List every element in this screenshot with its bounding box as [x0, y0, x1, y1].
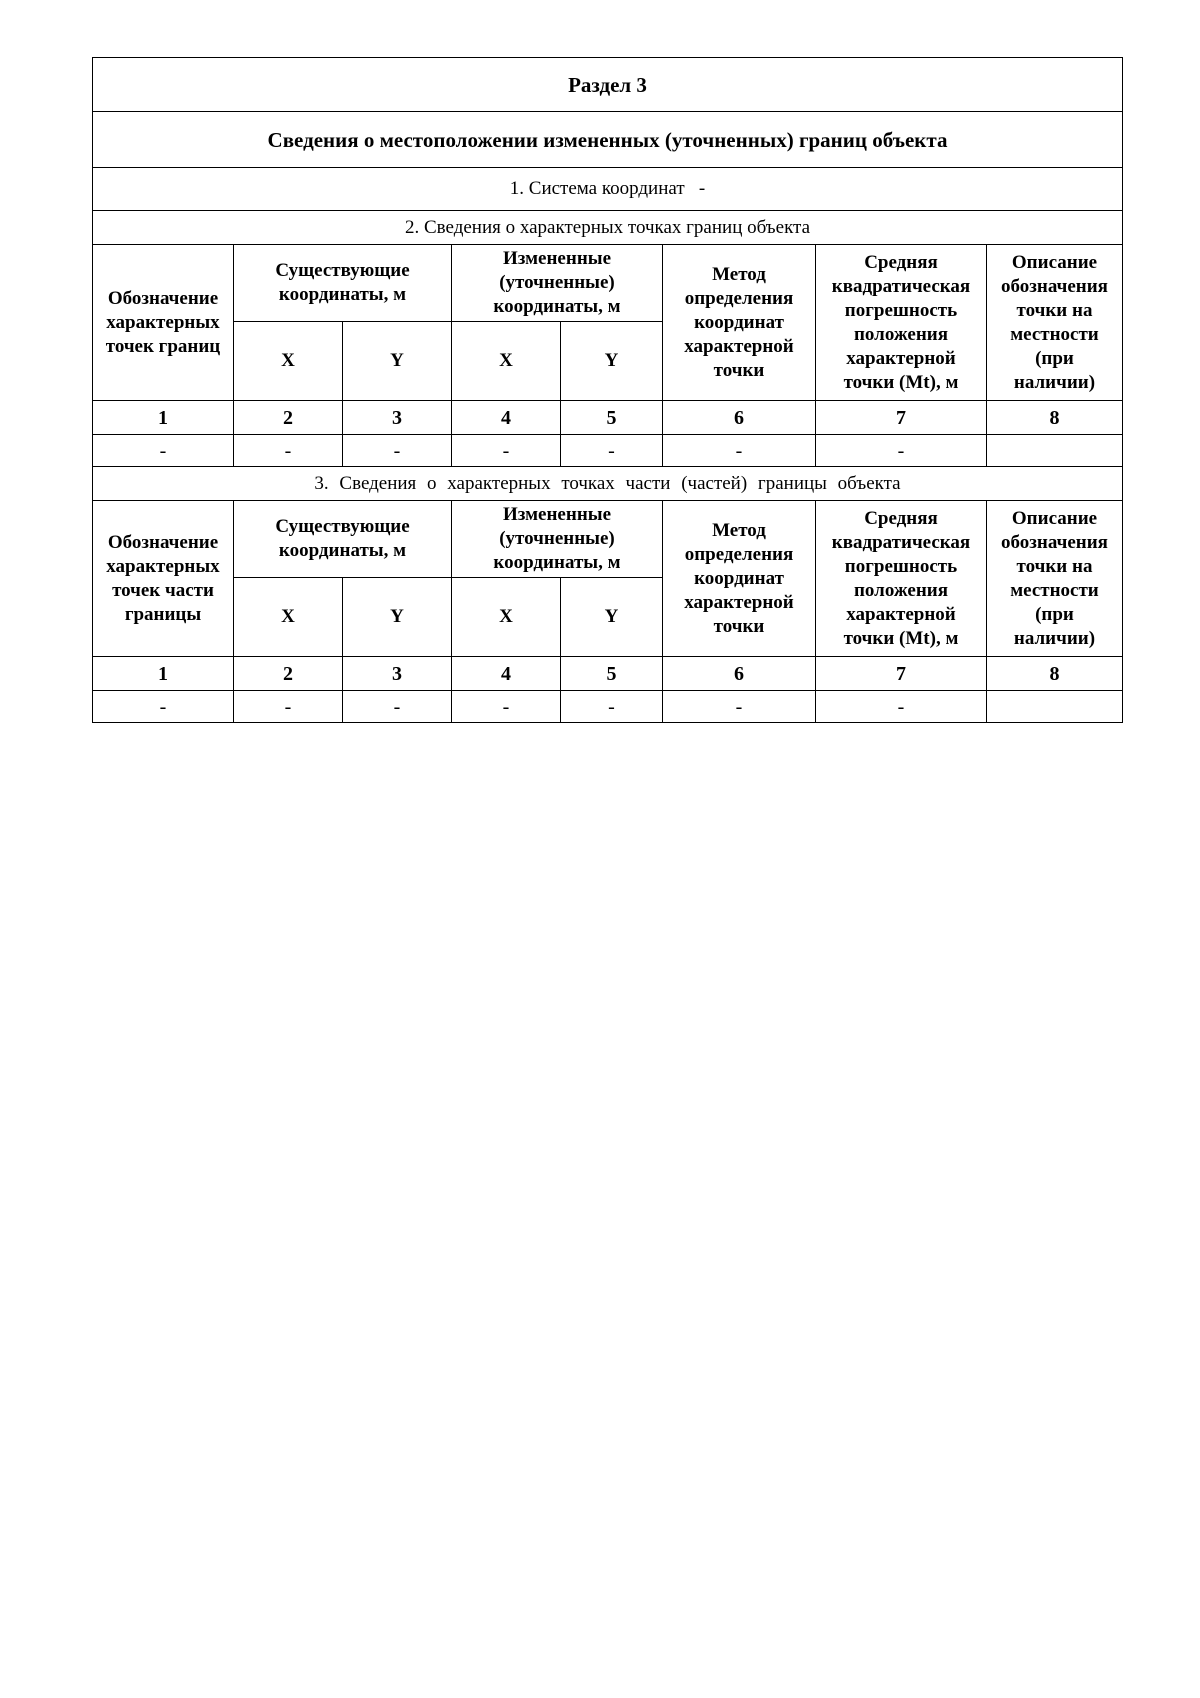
table1-col-number: 5	[561, 401, 663, 435]
table2-cell: -	[93, 691, 234, 723]
table2-col-number: 8	[987, 657, 1123, 691]
table2-col-number: 4	[452, 657, 561, 691]
coordinate-system-row	[93, 168, 1123, 211]
table1-number-row	[93, 401, 1123, 435]
table2-header-y-changed: Y	[561, 578, 663, 657]
table2-caption: 3. Сведения о характерных точках части (частей) границы объекта	[93, 467, 1123, 501]
table1-header-error: Средняя квадратическая погрешность положения характерной точки (Mt), м	[816, 245, 987, 401]
table2-header-error: Средняя квадратическая погрешность положения характерной точки (Mt), м	[816, 501, 987, 657]
table2-col-number: 6	[663, 657, 816, 691]
table-row	[93, 435, 1123, 467]
table1-col-number: 7	[816, 401, 987, 435]
boundary-table	[92, 57, 1123, 723]
table2-header-existing: Существующие координаты, м	[234, 501, 452, 578]
table1-col-number: 4	[452, 401, 561, 435]
table2-col-number: 3	[343, 657, 452, 691]
table2-number-row	[93, 657, 1123, 691]
table1-header-x-changed: X	[452, 322, 561, 401]
table2-col-number: 1	[93, 657, 234, 691]
table2-header-x-changed: X	[452, 578, 561, 657]
table2-cell: -	[343, 691, 452, 723]
table1-header-y-existing: Y	[343, 322, 452, 401]
table2-header-description: Описание обозначения точки на местности (при наличии)	[987, 501, 1123, 657]
table1-header-designation: Обозначение характерных точек границ	[93, 245, 234, 401]
table1-header-existing: Существующие координаты, м	[234, 245, 452, 322]
table2-header-x-existing: X	[234, 578, 343, 657]
table1-header-method: Метод определения координат характерной точки	[663, 245, 816, 401]
table2-header-designation: Обозначение характерных точек части границы	[93, 501, 234, 657]
table2-col-number: 5	[561, 657, 663, 691]
table-row	[93, 691, 1123, 723]
section-subtitle: Сведения о местоположении измененных (уточненных) границ объекта	[93, 112, 1123, 168]
table1-cell: -	[234, 435, 343, 467]
table1-header-changed: Измененные (уточненные) координаты, м	[452, 245, 663, 322]
table1-col-number: 3	[343, 401, 452, 435]
table1-col-number: 6	[663, 401, 816, 435]
table2-cell: -	[561, 691, 663, 723]
table2-col-number: 7	[816, 657, 987, 691]
section-title: Раздел 3	[93, 58, 1123, 112]
table2-cell: -	[234, 691, 343, 723]
table1-col-number: 2	[234, 401, 343, 435]
table2-cell	[987, 691, 1123, 723]
table2-header-changed: Измененные (уточненные) координаты, м	[452, 501, 663, 578]
table1-cell: -	[343, 435, 452, 467]
table1-col-number: 1	[93, 401, 234, 435]
table1-caption: 2. Сведения о характерных точках границ объекта	[93, 211, 1123, 245]
table2-cell: -	[816, 691, 987, 723]
table1-col-number: 8	[987, 401, 1123, 435]
table2-col-number: 2	[234, 657, 343, 691]
table2-cell: -	[663, 691, 816, 723]
coordinate-system-value: -	[698, 178, 706, 199]
table2-header-y-existing: Y	[343, 578, 452, 657]
coordinate-system-label: 1. Система координат	[509, 178, 685, 199]
table1-cell: -	[663, 435, 816, 467]
table1-cell: -	[452, 435, 561, 467]
table2-cell: -	[452, 691, 561, 723]
table1-cell: -	[93, 435, 234, 467]
document-page	[92, 57, 1122, 723]
table1-cell: -	[816, 435, 987, 467]
table1-cell: -	[561, 435, 663, 467]
table1-cell	[987, 435, 1123, 467]
table1-header-description: Описание обозначения точки на местности (при наличии)	[987, 245, 1123, 401]
table1-header-y-changed: Y	[561, 322, 663, 401]
table2-header-method: Метод определения координат характерной точки	[663, 501, 816, 657]
table1-header-x-existing: X	[234, 322, 343, 401]
